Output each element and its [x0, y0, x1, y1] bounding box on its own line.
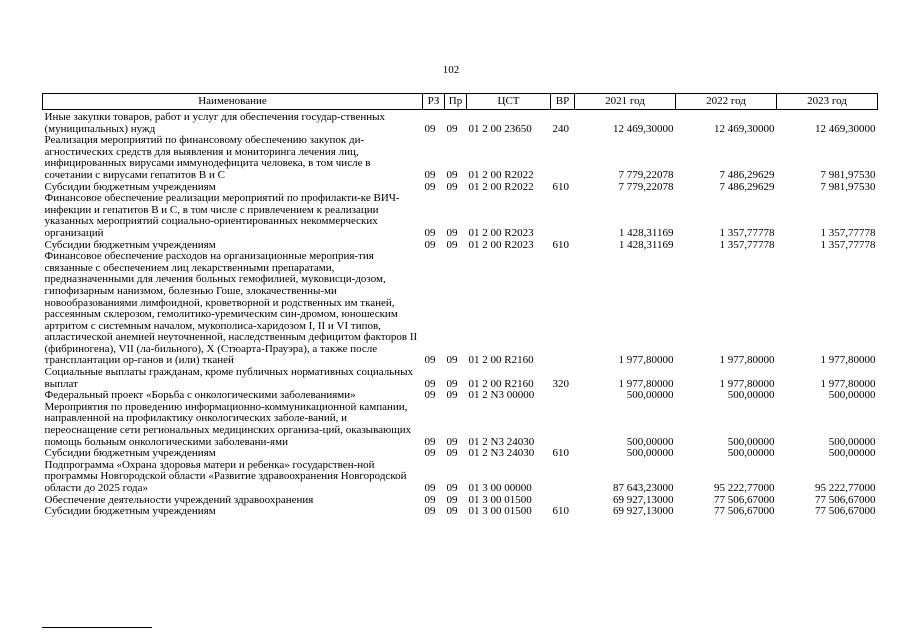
row-name: Финансовое обеспечение реализации мероприятий по профилакти-ке ВИЧ-инфекции и гепатитов В и С, в том числе с привлечением к реализации указанных мероприятий социально-ориентированных некоммерческих организаций [44, 192, 400, 239]
header-pr: Пр [445, 94, 467, 110]
row-2022: 500,00000 [727, 447, 775, 460]
row-2022: 77 506,67000 [714, 505, 775, 518]
row-2022: 12 469,30000 [714, 122, 775, 135]
row-name: Мероприятия по проведению информационно-коммуникационной кампании, направленной на профилактику онкологических заболе-ваний, и переоснащение сети региональных медицинских организа-ций, оказывающих помощь больным онкологическими заболевани-ями [44, 400, 412, 448]
row-cst: 01 2 00 23650 [468, 122, 532, 135]
row-rz: 09 [424, 180, 436, 193]
row-2021: 500,00000 [626, 435, 674, 448]
row-rz: 09 [424, 226, 436, 239]
row-2021: 500,00000 [626, 389, 674, 402]
row-pr: 09 [446, 493, 458, 506]
row-pr: 09 [446, 447, 458, 460]
row-2023: 95 222,77000 [815, 482, 876, 494]
budget-table [42, 93, 878, 518]
row-2022: 1 357,77778 [719, 226, 775, 239]
row-name: Социальные выплаты гражданам, кроме публичных нормативных социальных выплат [44, 366, 413, 390]
row-rz: 09 [424, 447, 436, 460]
row-pr: 09 [446, 435, 458, 448]
row-cst: 01 2 00 R2160 [468, 354, 534, 367]
row-2022: 1 977,80000 [719, 377, 775, 390]
table-row [43, 193, 878, 239]
row-vr: 610 [552, 505, 569, 518]
row-vr: 610 [552, 447, 569, 460]
row-cst: 01 2 00 R2023 [468, 226, 534, 239]
row-rz: 09 [424, 168, 436, 181]
header-cst: ЦСТ [467, 94, 551, 110]
row-rz: 09 [424, 482, 436, 494]
row-2023: 1 977,80000 [820, 354, 876, 367]
row-vr: 320 [552, 377, 569, 390]
row-2023: 500,00000 [828, 447, 876, 460]
table-row [43, 135, 878, 181]
row-name: Федеральный проект «Борьба с онкологическими заболеваниями» [44, 389, 356, 402]
row-2021: 87 643,23000 [613, 482, 674, 494]
row-pr: 09 [446, 389, 458, 402]
row-vr: 240 [552, 122, 569, 135]
row-2023: 500,00000 [828, 389, 876, 402]
row-2023: 77 506,67000 [815, 493, 876, 506]
row-rz: 09 [424, 435, 436, 448]
row-2023: 7 981,97530 [820, 180, 876, 193]
row-2021: 1 977,80000 [618, 354, 674, 367]
row-name: Подпрограмма «Охрана здоровья матери и ребенка» государствен-ной программы Новгородской области «Развитие здравоохранения Новгородской области до 2025 года» [44, 458, 407, 494]
row-pr: 09 [446, 168, 458, 181]
row-name: Субсидии бюджетным учреждениям [44, 447, 216, 460]
row-cst: 01 2 00 R2022 [468, 180, 534, 193]
row-2022: 95 222,77000 [714, 482, 775, 494]
row-name: Субсидии бюджетным учреждениям [44, 238, 216, 251]
table-row [43, 367, 878, 390]
row-2021: 7 779,22078 [618, 180, 674, 193]
row-2022: 1 977,80000 [719, 354, 775, 367]
row-2023: 12 469,30000 [815, 122, 876, 135]
row-cst: 01 2 00 R2160 [468, 377, 534, 390]
row-vr [551, 460, 575, 495]
row-pr: 09 [446, 377, 458, 390]
row-vr: 610 [552, 238, 569, 251]
row-2021: 69 927,13000 [613, 493, 674, 506]
row-2023: 500,00000 [828, 435, 876, 448]
row-cst: 01 2 00 R2022 [468, 168, 534, 181]
row-2021: 1 428,31169 [618, 226, 674, 239]
row-vr [551, 402, 575, 448]
table-row [43, 110, 878, 136]
row-cst: 01 2 00 R2023 [468, 238, 534, 251]
row-2023: 77 506,67000 [815, 505, 876, 518]
row-vr [551, 193, 575, 239]
row-cst: 01 3 00 01500 [468, 505, 532, 518]
row-vr [551, 251, 575, 367]
row-name: Финансовое обеспечение расходов на организационные мероприя-тия связанные с обеспечением лиц лекарственными препаратами, предназначенными для лечения больных гемофилией, муковисци-дозом, гипофизарным нанизмом, болезнью Гоше, злокачественны-ми новообразованиями лимфоидной, кроветворной и родственных им тканей, рассеянным склерозом, гемолитико-уремическим син-дромом, юношеским артритом с системным началом, мукополиса-харидозом I, II и VI типов, апластической анемией неуточненной, наследственным дефицитом факторов II (фибриногена), VII (ла-бильного), X (Стюарта-Прауэра), а также после трансплантации ор-ганов и (или) тканей [44, 250, 418, 367]
row-rz: 09 [424, 493, 436, 506]
row-2021: 69 927,13000 [613, 505, 674, 518]
table-row [43, 506, 878, 518]
row-pr: 09 [446, 482, 458, 494]
row-vr: 610 [552, 180, 569, 193]
row-rz: 09 [424, 505, 436, 518]
row-2022: 500,00000 [727, 435, 775, 448]
footnote-divider [42, 627, 152, 628]
header-name: Наименование [43, 94, 423, 110]
row-name: Субсидии бюджетным учреждениям [44, 180, 216, 193]
row-name: Иные закупки товаров, работ и услуг для обеспечения государ-ственных (муниципальных) нужд [44, 111, 386, 135]
page-number: 102 [442, 64, 460, 76]
header-2023: 2023 год [777, 94, 878, 110]
row-pr: 09 [446, 354, 458, 367]
row-2022: 7 486,29629 [719, 168, 775, 181]
row-vr [551, 135, 575, 181]
table-row [43, 402, 878, 448]
row-2023: 1 977,80000 [820, 377, 876, 390]
row-2023: 1 357,77778 [820, 238, 876, 251]
row-pr: 09 [446, 238, 458, 251]
header-2022: 2022 год [676, 94, 777, 110]
row-2023: 1 357,77778 [820, 226, 876, 239]
table-row [43, 460, 878, 495]
header-row [43, 94, 878, 110]
row-cst: 01 2 N3 00000 [468, 389, 535, 402]
row-cst: 01 2 N3 24030 [468, 447, 535, 460]
row-rz: 09 [424, 354, 436, 367]
row-pr: 09 [446, 122, 458, 135]
row-rz: 09 [424, 389, 436, 402]
row-cst: 01 3 00 01500 [468, 493, 532, 506]
row-2022: 500,00000 [727, 389, 775, 402]
row-name: Субсидии бюджетным учреждениям [44, 505, 216, 518]
row-2021: 12 469,30000 [613, 122, 674, 135]
row-pr: 09 [446, 226, 458, 239]
row-pr: 09 [446, 505, 458, 518]
row-2021: 1 428,31169 [618, 238, 674, 251]
row-2021: 1 977,80000 [618, 377, 674, 390]
row-2021: 7 779,22078 [618, 168, 674, 181]
row-name: Обеспечение деятельности учреждений здравоохранения [44, 493, 314, 506]
row-2022: 1 357,77778 [719, 238, 775, 251]
row-2023: 7 981,97530 [820, 168, 876, 181]
row-cst: 01 2 N3 24030 [468, 435, 535, 448]
row-rz: 09 [424, 122, 436, 135]
row-2021: 500,00000 [626, 447, 674, 460]
row-rz: 09 [424, 377, 436, 390]
row-2022: 7 486,29629 [719, 180, 775, 193]
table-row [43, 251, 878, 367]
header-vr: ВР [551, 94, 575, 110]
header-rz: РЗ [423, 94, 445, 110]
row-rz: 09 [424, 238, 436, 251]
row-2022: 77 506,67000 [714, 493, 775, 506]
row-cst: 01 3 00 00000 [468, 482, 532, 494]
row-vr [551, 390, 575, 402]
row-name: Реализация мероприятий по финансовому обеспечению закупок ди-агностических средств для выявления и мониторинга лечения лиц, инфицированных вирусами иммунодефицита человека, в том числе в сочетании с вирусами гепатитов В и С [44, 134, 371, 181]
row-pr: 09 [446, 180, 458, 193]
header-2021: 2021 год [575, 94, 676, 110]
